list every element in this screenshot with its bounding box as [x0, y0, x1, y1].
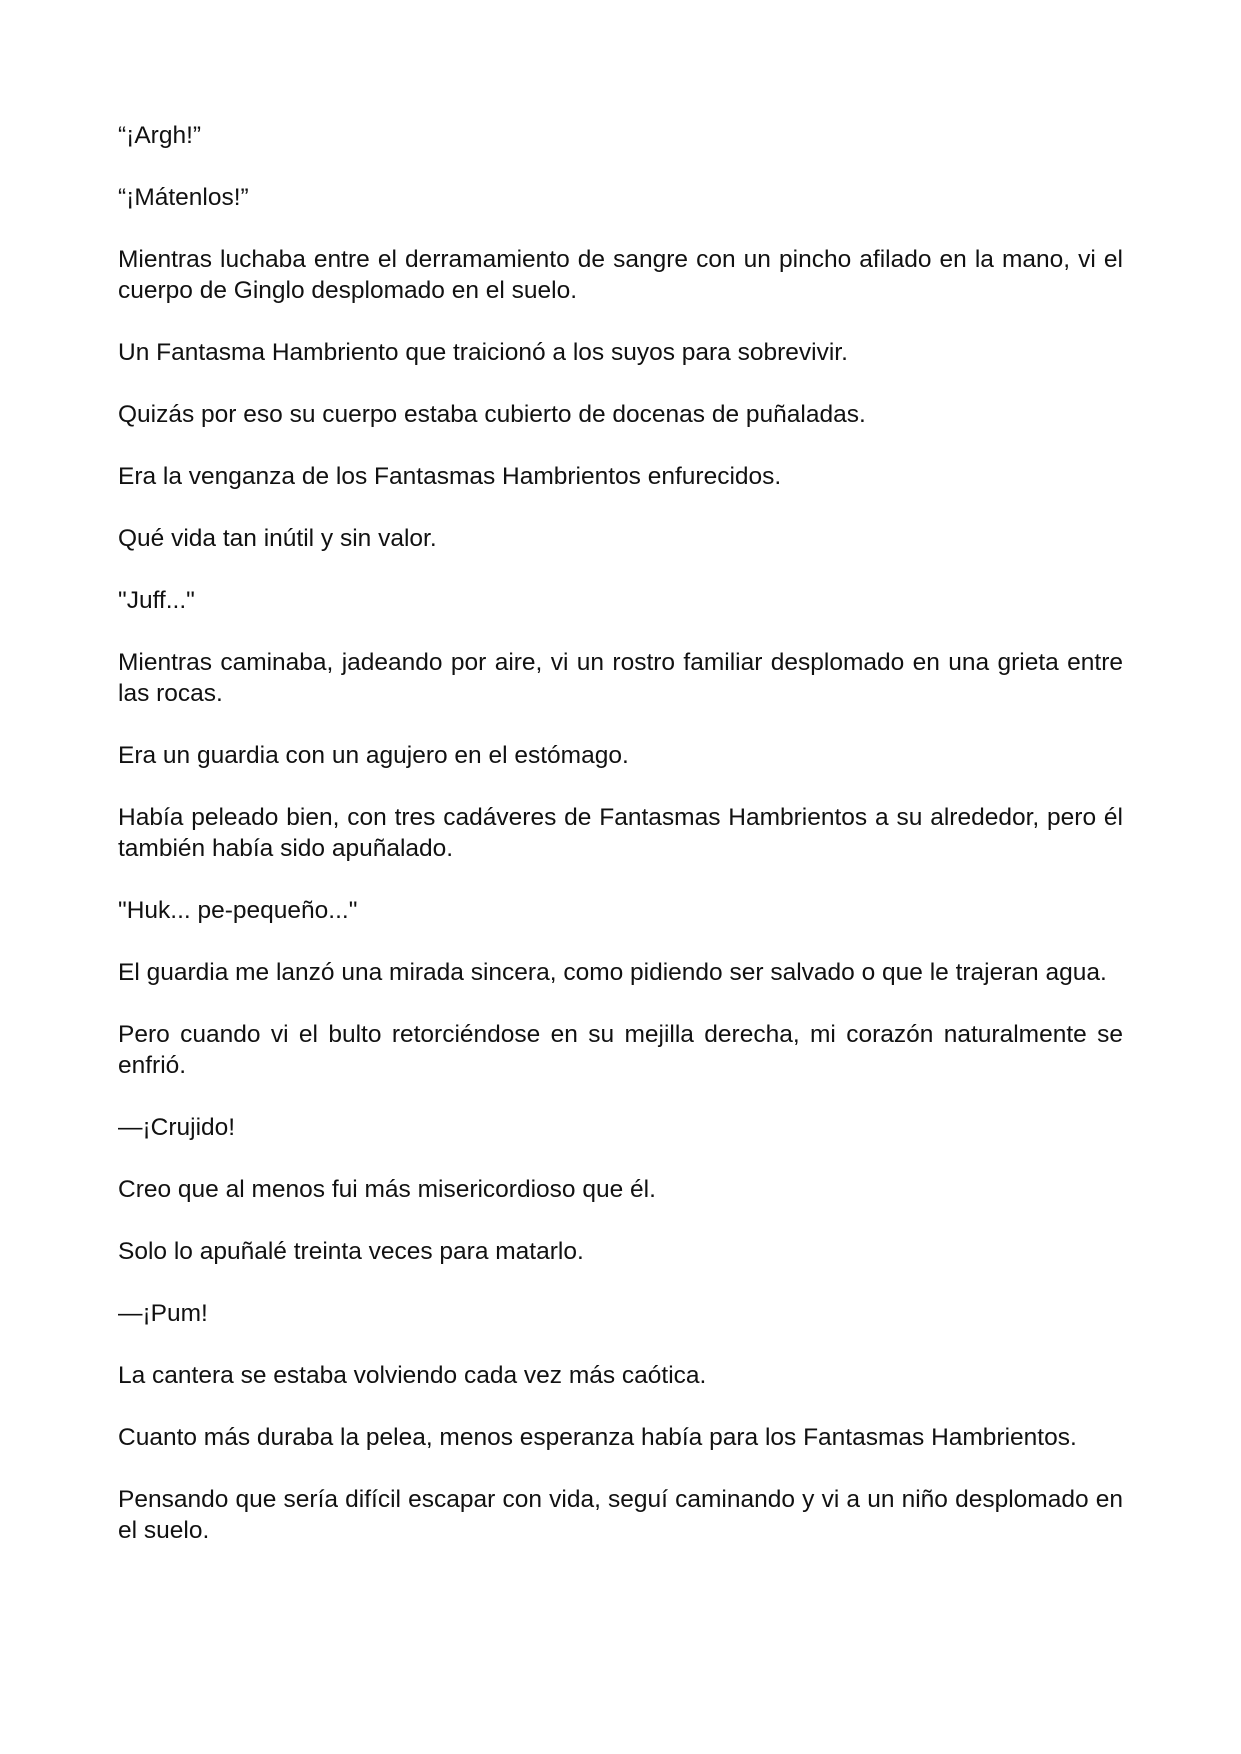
paragraph: La cantera se estaba volviendo cada vez más caótica. [118, 1362, 707, 1389]
paragraph: “¡Argh!” [118, 122, 202, 149]
paragraph: Qué vida tan inútil y sin valor. [118, 525, 437, 552]
paragraph: —¡Crujido! [118, 1114, 236, 1141]
paragraph: Creo que al menos fui más misericordioso que él. [118, 1176, 656, 1203]
paragraph: “¡Mátenlos!” [118, 184, 249, 211]
paragraph: Pero cuando vi el bulto retorciéndose en su mejilla derecha, mi corazón naturalmente se enfrió. [118, 1021, 1123, 1079]
paragraph: Mientras luchaba entre el derramamiento de sangre con un pincho afilado en la mano, vi el cuerpo de Ginglo desplomado en el suelo. [118, 246, 1123, 304]
document-body [118, 120, 1123, 1577]
paragraph: Solo lo apuñalé treinta veces para matarlo. [118, 1238, 584, 1265]
paragraph: Cuanto más duraba la pelea, menos esperanza había para los Fantasmas Hambrientos. [118, 1424, 1077, 1451]
paragraph: Mientras caminaba, jadeando por aire, vi un rostro familiar desplomado en una grieta entre las rocas. [118, 649, 1123, 707]
paragraph: "Juff..." [118, 587, 195, 614]
paragraph: El guardia me lanzó una mirada sincera, como pidiendo ser salvado o que le trajeran agua. [118, 959, 1107, 986]
paragraph: —¡Pum! [118, 1300, 208, 1327]
paragraph: Un Fantasma Hambriento que traicionó a los suyos para sobrevivir. [118, 339, 848, 366]
paragraph: Era la venganza de los Fantasmas Hambrientos enfurecidos. [118, 463, 782, 490]
paragraph: "Huk... pe-pequeño..." [118, 897, 358, 924]
paragraph: Había peleado bien, con tres cadáveres de Fantasmas Hambrientos a su alrededor, pero él también había sido apuñalado. [118, 804, 1123, 862]
paragraph: Pensando que sería difícil escapar con vida, seguí caminando y vi a un niño desplomado en el suelo. [118, 1486, 1123, 1544]
paragraph: Quizás por eso su cuerpo estaba cubierto de docenas de puñaladas. [118, 401, 866, 428]
paragraph: Era un guardia con un agujero en el estómago. [118, 742, 629, 769]
